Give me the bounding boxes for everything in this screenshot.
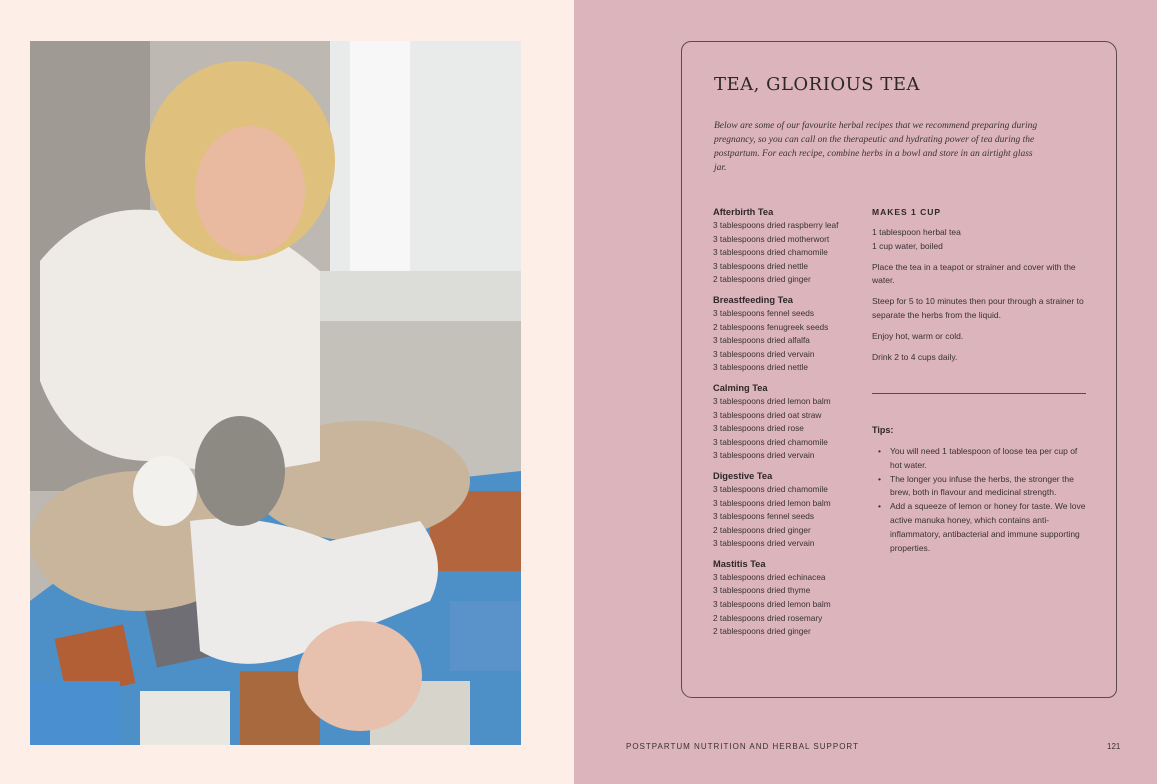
ingredient-line: 2 tablespoons dried ginger bbox=[713, 274, 811, 285]
ingredient-line: 3 tablespoons dried vervain bbox=[713, 538, 815, 549]
ingredient-line: 3 tablespoons dried lemon balm bbox=[713, 497, 831, 508]
recipe-block bbox=[713, 294, 863, 375]
ingredient-line: 3 tablespoons dried lemon balm bbox=[713, 395, 831, 406]
method-step: Drink 2 to 4 cups daily. bbox=[872, 351, 958, 362]
tip-item: • You will need 1 tablespoon of loose tea per cup of hot water. bbox=[876, 445, 1086, 473]
tip-item: • The longer you infuse the herbs, the stronger the brew, both in flavour and medicinal strength. bbox=[876, 473, 1086, 501]
section-divider bbox=[872, 393, 1086, 394]
ingredient-line: 3 tablespoons dried oat straw bbox=[713, 409, 822, 420]
method-step: Place the tea in a teapot or strainer and cover with the water. bbox=[872, 261, 1076, 286]
ingredient-line: 3 tablespoons dried thyme bbox=[713, 585, 811, 596]
yield-line: 1 tablespoon herbal tea bbox=[872, 227, 961, 237]
ingredient-line: 3 tablespoons dried nettle bbox=[713, 362, 809, 373]
ingredient-line: 3 tablespoons dried vervain bbox=[713, 450, 815, 461]
ingredient-line: 3 tablespoons dried rose bbox=[713, 423, 804, 434]
ingredient-line: 3 tablespoons dried chamomile bbox=[713, 247, 828, 258]
method-step: Enjoy hot, warm or cold. bbox=[872, 330, 964, 341]
ingredient-line: 2 tablespoons dried ginger bbox=[713, 524, 811, 535]
right-page bbox=[574, 0, 1157, 784]
ingredient-line: 2 tablespoons dried rosemary bbox=[713, 612, 823, 623]
recipe-block bbox=[713, 206, 863, 287]
tips-list bbox=[876, 445, 1086, 555]
ingredient-line: 3 tablespoons fennel seeds bbox=[713, 307, 815, 318]
recipe-block bbox=[713, 558, 863, 639]
ingredient-line: 2 tablespoons dried ginger bbox=[713, 626, 811, 637]
ingredient-line: 3 tablespoons fennel seeds bbox=[713, 511, 815, 522]
tips-heading: Tips: bbox=[872, 425, 894, 435]
recipe-name: Mastitis Tea bbox=[713, 558, 766, 569]
mother-with-baby-photo bbox=[30, 41, 521, 745]
ingredient-line: 3 tablespoons dried alfalfa bbox=[713, 335, 810, 346]
recipe-list bbox=[713, 206, 863, 646]
recipe-name: Calming Tea bbox=[713, 382, 768, 393]
ingredient-line: 3 tablespoons dried motherwort bbox=[713, 233, 830, 244]
ingredient-line: 2 tablespoons fenugreek seeds bbox=[713, 321, 829, 332]
ingredient-line: 3 tablespoons dried echinacea bbox=[713, 571, 826, 582]
recipe-name: Afterbirth Tea bbox=[713, 207, 774, 217]
intro-paragraph: Below are some of our favourite herbal recipes that we recommend preparing during pregnancy, so you can call on the therapeutic and hydrating power of tea during the postpartum. For each recipe, combine herbs in a bowl and store in an airtight glass jar. bbox=[714, 121, 1038, 173]
ingredient-line: 3 tablespoons dried chamomile bbox=[713, 436, 828, 447]
makes-heading: MAKES 1 CUP bbox=[872, 207, 942, 217]
recipe-block bbox=[713, 382, 863, 463]
ingredient-line: 3 tablespoons dried lemon balm bbox=[713, 599, 831, 610]
left-page bbox=[0, 0, 574, 784]
ingredient-line: 3 tablespoons dried nettle bbox=[713, 260, 809, 271]
ingredient-line: 3 tablespoons dried vervain bbox=[713, 348, 815, 359]
page-number: 121 bbox=[1107, 742, 1121, 751]
ingredient-line: 3 tablespoons dried chamomile bbox=[713, 483, 828, 494]
method-section bbox=[872, 206, 1092, 371]
tip-item: • Add a squeeze of lemon or honey for taste. We love active manuka honey, which contains anti-inflammatory, antibacterial and immune supporting properties. bbox=[876, 500, 1086, 555]
yield-line: 1 cup water, boiled bbox=[872, 240, 943, 251]
recipe-name: Digestive Tea bbox=[713, 470, 773, 481]
ingredient-line: 3 tablespoons dried raspberry leaf bbox=[713, 220, 839, 230]
recipe-block bbox=[713, 470, 863, 551]
running-head: POSTPARTUM NUTRITION AND HERBAL SUPPORT bbox=[626, 742, 859, 751]
page-title: TEA, GLORIOUS TEA bbox=[714, 74, 920, 95]
method-step: Steep for 5 to 10 minutes then pour through a strainer to separate the herbs from the liquid. bbox=[872, 296, 1084, 320]
recipe-name: Breastfeeding Tea bbox=[713, 294, 793, 305]
